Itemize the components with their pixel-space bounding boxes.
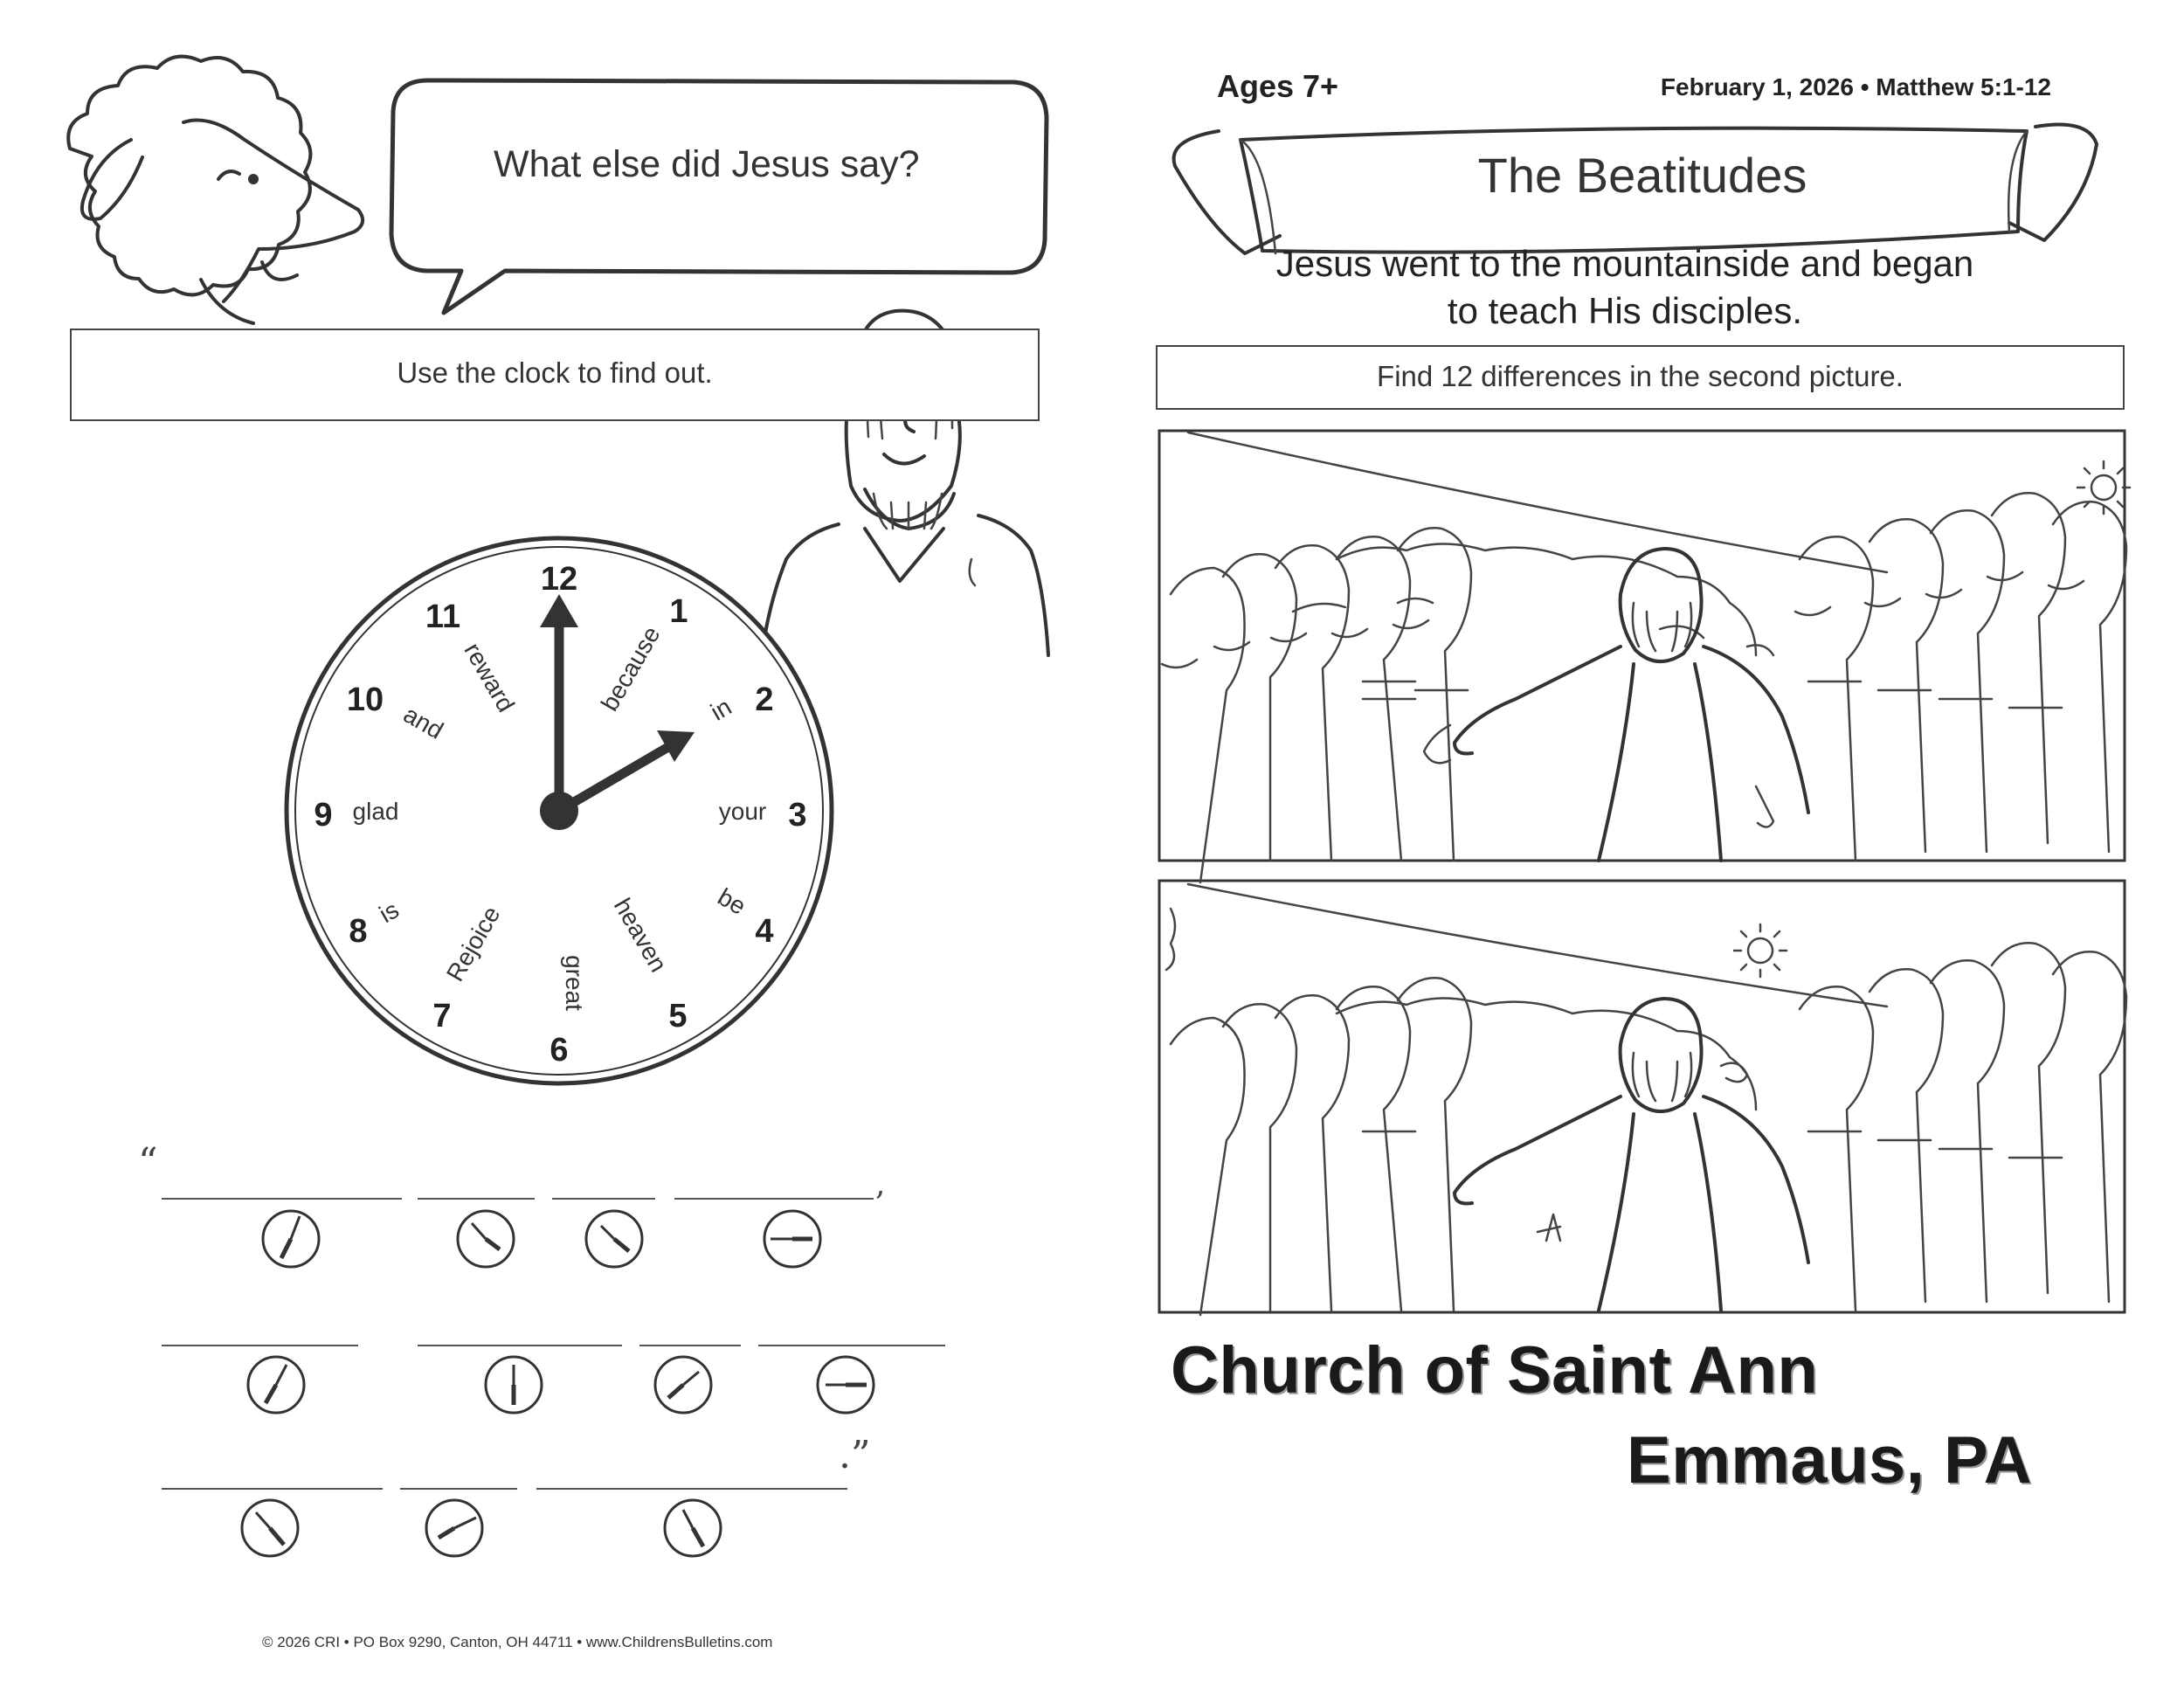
copyright-footer: © 2026 CRI • PO Box 9290, Canton, OH 44711 • www.ChildrensBulletins.com: [262, 1634, 773, 1650]
clock-num-5: 5: [668, 998, 688, 1034]
closing-quote: .”: [839, 1433, 871, 1477]
church-city: Emmaus, PA: [1627, 1423, 2032, 1498]
clock-num-7: 7: [432, 998, 452, 1034]
clock-word-be: be: [713, 882, 750, 920]
clock-word-great: great: [561, 955, 588, 1011]
clock-num-12: 12: [540, 561, 578, 598]
differences-instruction-box: [1156, 345, 2125, 410]
clock-word-is: is: [374, 896, 404, 929]
differences-instruction: Find 12 differences in the second picture.: [1377, 360, 1904, 392]
age-label: Ages 7+: [1217, 68, 1339, 104]
clock-word-in: in: [706, 692, 736, 726]
open-quote: “: [138, 1140, 158, 1185]
clock-num-2: 2: [755, 681, 774, 718]
intro-text: Jesus went to the mountainside and began to teach His disciples.: [1275, 243, 1974, 331]
comma-mark: ,: [875, 1166, 886, 1202]
clock-num-3: 3: [788, 797, 807, 834]
clock-num-1: 1: [669, 593, 688, 630]
clock-num-8: 8: [349, 913, 368, 950]
clock-instruction: Use the clock to find out.: [397, 356, 713, 389]
page-title: The Beatitudes: [1477, 148, 1807, 203]
clock-num-9: 9: [314, 797, 333, 834]
clock-instruction-box: [70, 329, 1040, 421]
clock-word-heaven: heaven: [608, 893, 673, 977]
clock-word-glad: glad: [352, 798, 399, 825]
date-scripture-reference: February 1, 2026 • Matthew 5:1-12: [1660, 73, 2051, 100]
clock-num-10: 10: [346, 681, 384, 718]
clock-num-4: 4: [755, 913, 774, 950]
clock-word-and: and: [398, 700, 448, 744]
speech-bubble-text: What else did Jesus say?: [494, 143, 920, 185]
clock-word-reward: reward: [459, 638, 521, 717]
clock-num-11: 11: [425, 598, 461, 635]
church-name: Church of Saint Ann: [1171, 1333, 1819, 1408]
clock-word-your: your: [718, 798, 767, 825]
clock-word-because: because: [595, 621, 666, 716]
clock-word-rejoice: Rejoice: [441, 902, 506, 986]
clock-num-6: 6: [549, 1032, 569, 1069]
